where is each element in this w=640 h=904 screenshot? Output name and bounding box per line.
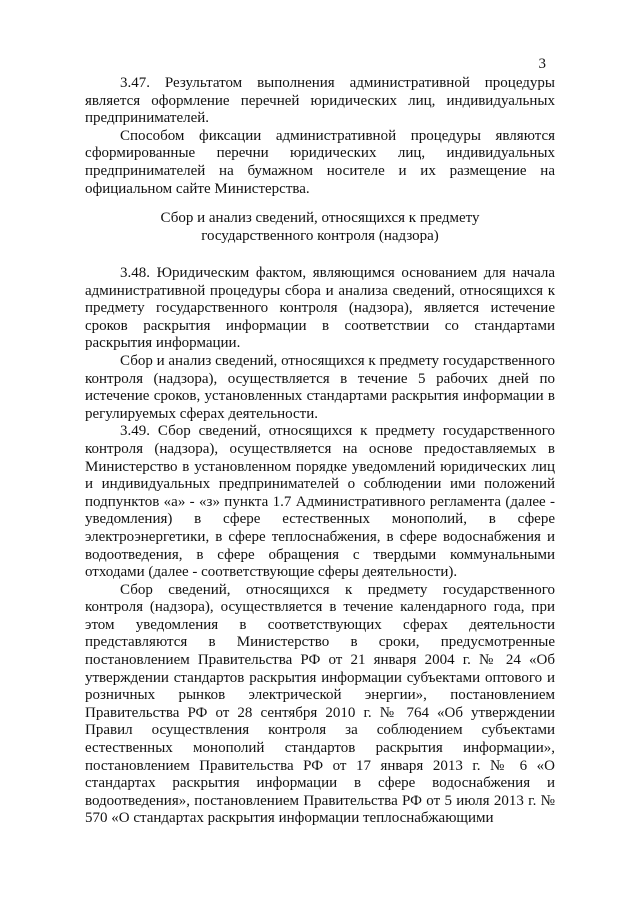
paragraph-3-49: 3.49. Сбор сведений, относящихся к предмету государственного контроля (надзора), осуществляется на основе предоставляемых в Министерство в установленном порядке уведомлений юридических лиц и индивидуальных предпринимателей о соблюдении ими положений подпунктов «а» - «з» пункта 1.7 Административного регламента (далее - уведомления) в сфере естественных монополий, в сфере электроэнергетики, в сфере теплоснабжения, в сфере водоснабжения и водоотведения, в сфере обращения с твердыми коммунальными отходами (далее - соответствующие сферы деятельности). [85, 423, 555, 581]
paragraph-collection-term: Сбор и анализ сведений, относящихся к предмету государственного контроля (надзора), осуществляется в течение 5 рабочих дней по истечение сроков, установленных стандартами раскрытия информации в регулируемых сферах деятельности. [85, 352, 555, 422]
page-number: 3 [538, 56, 546, 72]
heading-line-2: государственного контроля (надзора) [201, 228, 439, 244]
heading-line-1: Сбор и анализ сведений, относящихся к предмету [160, 210, 480, 226]
section-heading [85, 209, 555, 245]
paragraph-collection-schedule: Сбор сведений, относящихся к предмету государственного контроля (надзора), осуществляется в течение календарного года, при этом уведомления в соответствующих сферах деятельности представляются в Министерство в сроки, предусмотренные постановлением Правительства РФ от 21 января 2004 г. № 24 «Об утверждении стандартов раскрытия информации субъектами оптового и розничных рынков электрической энергии», постановлением Правительства РФ от 28 сентября 2010 г. № 764 «Об утверждении Правил осуществления контроля за соблюдением субъектами естественных монополий стандартов раскрытия информации», постановлением Правительства РФ от 17 января 2013 г. № 6 «О стандартах раскрытия информации в сфере водоснабжения и водоотведения», постановлением Правительства РФ от 5 июля 2013 г. № 570 «О стандартах раскрытия информации теплоснабжающими [85, 581, 555, 827]
paragraph-fixation-method: Способом фиксации административной процедуры являются сформированные перечни юридических лиц, индивидуальных предпринимателей на бумажном носителе и их размещение на официальном сайте Министерства. [85, 127, 555, 197]
section-3-47 [85, 75, 555, 198]
paragraph-3-48: 3.48. Юридическим фактом, являющимся основанием для начала административной процедуры сбора и анализа сведений, относящихся к предмету государственного контроля (надзора), является истечение сроков раскрытия информации в соответствии со стандартами раскрытия информации. [85, 265, 555, 352]
section-3-48-3-49 [85, 265, 555, 828]
paragraph-3-47: 3.47. Результатом выполнения административной процедуры является оформление перечней юридических лиц, индивидуальных предпринимателей. [85, 75, 555, 127]
